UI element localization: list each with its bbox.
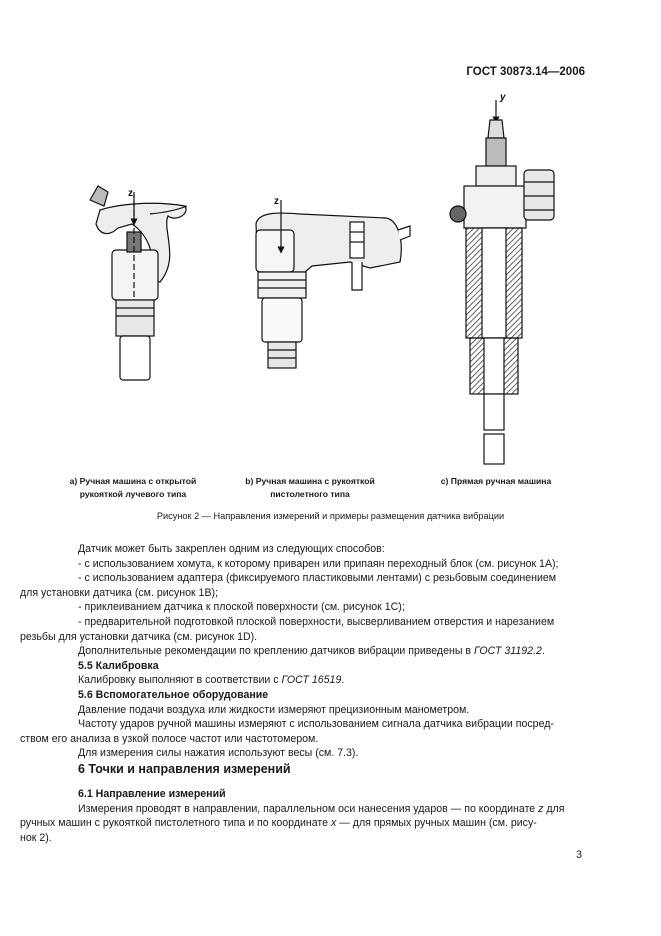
axis-y-label-c: y	[500, 92, 506, 103]
axis-z-label-a: z	[128, 188, 133, 199]
subcaption-b-line2: пистолетного типа	[270, 489, 350, 499]
paragraph: - с использованием адаптера (фиксируемого пластиковыми лентами) с резьбовым соединением	[78, 572, 557, 585]
subcaption-b	[236, 475, 384, 501]
paragraph	[78, 673, 582, 688]
figure-drawings	[0, 88, 661, 498]
subcaption-a	[58, 475, 208, 501]
page-number: 3	[576, 849, 582, 861]
paragraph: для установки датчика (см. рисунок 1В);	[20, 586, 218, 599]
standard-reference: ГОСТ 31192.2	[474, 645, 542, 658]
text-span: Дополнительные рекомендации по креплению датчиков вибрации приведены в	[78, 645, 474, 658]
paragraph	[78, 644, 582, 659]
paragraph: резьбы для установки датчика (см. рисунок 1D).	[20, 630, 258, 643]
paragraph: ством его анализа в узкой полосе частот или частотомером.	[20, 732, 319, 745]
section-heading: 5.6 Вспомогательное оборудование	[78, 688, 269, 701]
coordinate-symbol: x	[331, 817, 337, 830]
tool-c-drawing	[450, 100, 554, 464]
section-heading: 5.5 Калибровка	[78, 659, 159, 672]
text-span: .	[541, 645, 545, 658]
axis-z-label-b: z	[274, 196, 279, 207]
paragraph: - приклеиванием датчика к плоской поверхности (см. рисунок 1С);	[78, 601, 405, 614]
chapter-heading: 6 Точки и направления измерений	[78, 762, 291, 776]
figure-caption: Рисунок 2 — Направления измерений и примеры размещения датчика вибрации	[156, 511, 505, 521]
tool-b-drawing	[256, 200, 410, 368]
document-header: ГОСТ 30873.14—2006	[466, 66, 585, 78]
figure-2	[0, 88, 661, 498]
standard-reference: ГОСТ 16519	[281, 674, 342, 687]
text-span: ручных машин с рукояткой пистолетного типа и по координате	[20, 817, 331, 830]
body-text-section-6	[20, 787, 582, 845]
subcaption-a-line1: а) Ручная машина с открытой	[69, 476, 197, 486]
paragraph: Для измерения силы нажатия используют весы (см. 7.3).	[78, 747, 359, 760]
section-heading: 6.1 Направление измерений	[78, 788, 226, 800]
subcaption-a-line2: рукояткой лучевого типа	[79, 489, 187, 499]
paragraph: Датчик может быть закреплен одним из следующих способов:	[78, 543, 385, 555]
text-span: для	[543, 802, 565, 815]
text-span: Калибровку выполняют в соответствии с	[78, 674, 282, 687]
text-span: — для прямых ручных машин (см. рису-	[336, 817, 537, 830]
paragraph: - предварительной подготовкой плоской поверхности, высверливанием отверстия и нарезанием	[78, 615, 555, 628]
paragraph	[78, 802, 582, 817]
subcaption-b-line1: b) Ручная машина с рукояткой	[245, 476, 375, 486]
subcaption-c: с) Прямая ручная машина	[440, 476, 552, 486]
paragraph: Частоту ударов ручной машины измеряют с использованием сигнала датчика вибрации посред-	[78, 718, 554, 731]
paragraph: - с использованием хомута, к которому приварен или припаян переходный блок (см. рисунок 1А);	[78, 557, 559, 570]
text-span: .	[341, 674, 345, 687]
paragraph: Давление подачи воздуха или жидкости измеряют прецизионным манометром.	[78, 703, 470, 716]
paragraph	[20, 816, 582, 831]
body-text	[20, 542, 582, 761]
coordinate-symbol: z	[538, 802, 544, 815]
text-span: Измерения проводят в направлении, параллельном оси нанесения ударов — по координате	[78, 802, 539, 815]
paragraph: нок 2).	[20, 831, 52, 844]
tool-a-drawing	[90, 186, 187, 380]
